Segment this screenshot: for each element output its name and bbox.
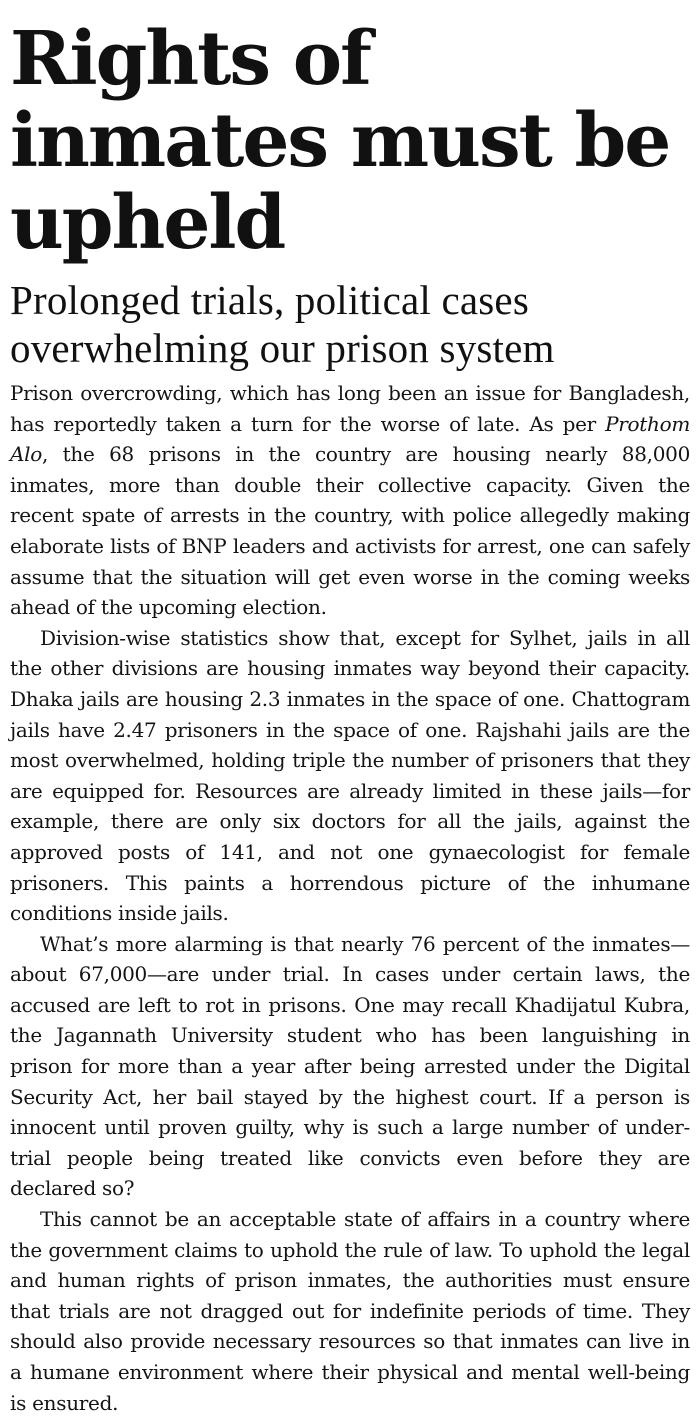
subheadline: Prolonged trials, political cases overwhelming our prison system [10,277,555,371]
editorial-article [10,18,690,1418]
paragraph-1-lead: Prison overcrowding, which has long been an issue for Bangladesh, has reportedly taken a turn for the worse of late. As per [10,381,690,436]
headline: Rights of inmates must be upheld [10,16,670,266]
paragraph-3: What’s more alarming is that nearly 76 percent of the inmates—about 67,000—are under trial. In cases under certain laws, the accused are left to rot in prisons. One may recall Khadijatul Kubra, the Jagannath University student who has been languishing in prison for more than a year after being arrested under the Digital Security Act, her bail stayed by the highest court. If a person is innocent until proven guilty, why is such a large number of under-trial people being treated like convicts even before they are declared so? [10,931,690,1201]
paragraph-1 [10,378,690,623]
publication-name: Prothom Alo [10,411,690,467]
paragraph-4: This cannot be an acceptable state of affairs in a country where the government claims to uphold the rule of law. To uphold the legal and human rights of prison inmates, the authorities must ensure that trials are not dragged out for indefinite periods of time. They should also provide necessary resources so that inmates can live in a humane environment where their physical and mental well-being is ensured. [10,1207,690,1415]
paragraph-2: Division-wise statistics show that, except for Sylhet, jails in all the other divisions are housing inmates way beyond their capacity. Dhaka jails are housing 2.3 inmates in the space of one. Chattogram jails have 2.47 prisoners in the space of one. Rajshahi jails are the most overwhelmed, holding triple the number of prisoners that they are equipped for. Resources are already limited in these jails—for example, there are only six doctors for all the jails, against the approved posts of 141, and not one gynaecologist for female prisoners. This paints a horrendous picture of the inhumane conditions inside jails. [10,625,690,926]
paragraph-1-rest: , the 68 prisons in the country are housing nearly 88,000 inmates, more than double their collective capacity. Given the recent spate of arrests in the country, with police allegedly making elaborate lists of BNP leaders and activists for arrest, one can safely assume that the situation will get even worse in the coming weeks ahead of the upcoming election. [10,442,690,620]
article-body [10,378,690,1418]
